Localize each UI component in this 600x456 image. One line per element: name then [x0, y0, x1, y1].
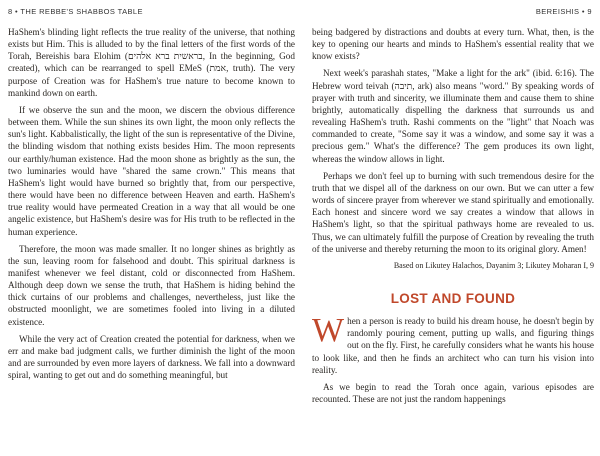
paragraph-text: hen a person is ready to build his dream house, he doesn't begin by randomly pouring cement, putting up walls, and figuring things out on the fly. First, he carefully considers what he wants his house to look like, and then he finds an architect who can turn his vision into reality.	[312, 316, 594, 375]
section-heading: LOST AND FOUND	[390, 290, 516, 306]
paragraph: If we observe the sun and the moon, we discern the obvious difference between them. While the sun shines its own light, the moon only reflects the sun's light. Kabbalistically, the light of the sun is representative of the Divine, the blinding wisdom that nothing exists besides Him. The moon represents our earthly/human existence. Had the moon shone as brightly as the sun, the two luminaries would have "shared the same crown." This means that HaShem's light would have burned so brightly that, from our perspective, there would have been no difference between Heaven and earth. HaShem's true reality would have permeated Creation in a way that all would be one angelic existence, but HaShem's desire was for His truth to be reflected in the human experience.	[8, 104, 295, 237]
paragraph-with-dropcap	[312, 312, 594, 376]
source-citation: Based on Likutey Halachos, Dayanim 3; Likutey Moharan I, 9	[393, 260, 594, 270]
paragraph: As we begin to read the Torah once again, various episodes are recounted. These are not just the random happenings	[312, 381, 594, 405]
paragraph: HaShem's blinding light reflects the true reality of the universe, that nothing exists but Him. This is alluded to by the final letters of the first words of the Torah, Bereishis bara Elohim (בראשית ברא אלהים, In the beginning, God created), which can be rearranged to spell EMeS (אמת, truth). The very purpose of Creation was for HaShem's true nature to become known to mankind down on earth.	[8, 27, 296, 98]
paragraph: being badgered by distractions and doubts at every turn. What, then, is the key to opening our hearts and minds to HaShem's essential reality that we know exists?	[312, 27, 594, 62]
paragraph: While the very act of Creation created the potential for darkness, when we err and make bad judgment calls, we further diminish the light of the moon and are surrounded by even more layers of darkness. We fall into a downward spiral, wanting to get out and do something meaningful, but	[8, 333, 295, 381]
paragraph: Next week's parashah states, "Make a light for the ark" (ibid. 6:16). The Hebrew word teivah (תיבה, ark) also means "word." By speaking words of prayer with truth and sincerity, we illuminate them and cause them to shine brightly, automatically dispelling the darkness that surrounds us and revealing HaShem's truth. Rashi comments on the "light" that Noach was commanded to create, "Some say it was a window, and some say it was a precious gem." What's the difference? The gem produces its own light, whereas the window allows in light.	[312, 68, 595, 164]
paragraph: Perhaps we don't feel up to burning with such tremendous desire for the truth that we dispel all of the darkness on our own. But we can utter a few words of sincere prayer from wherever we stand spiritually and emotionally. Each honest and sincere word we say creates a window that allows in HaShem's light, so that the spiritual pathways home are revealed to us. Thus, we can ultimately fulfill the purpose of Creation by revealing the truth of the universe and thereby returning the moon to its original glory. Amen!	[312, 170, 594, 254]
running-head-left: 8 • THE REBBE'S SHABBOS TABLE	[8, 7, 143, 16]
running-head-right: BEREISHIS • 9	[535, 7, 592, 16]
left-column	[8, 26, 295, 386]
drop-cap: W	[312, 312, 345, 350]
right-column	[312, 26, 594, 410]
paragraph: Therefore, the moon was made smaller. It no longer shines as brightly as the sun, leaving room for falsehood and doubt. This spiritual darkness is manifest whenever we feel distant, cold or disconnected from HaShem. Although deep down we sense the truth, that HaShem is hiding behind the thick curtains of our problems and challenges, nevertheless, just like the obstructed moonlight, we are sometimes fooled into living in a diluted existence.	[8, 243, 295, 327]
